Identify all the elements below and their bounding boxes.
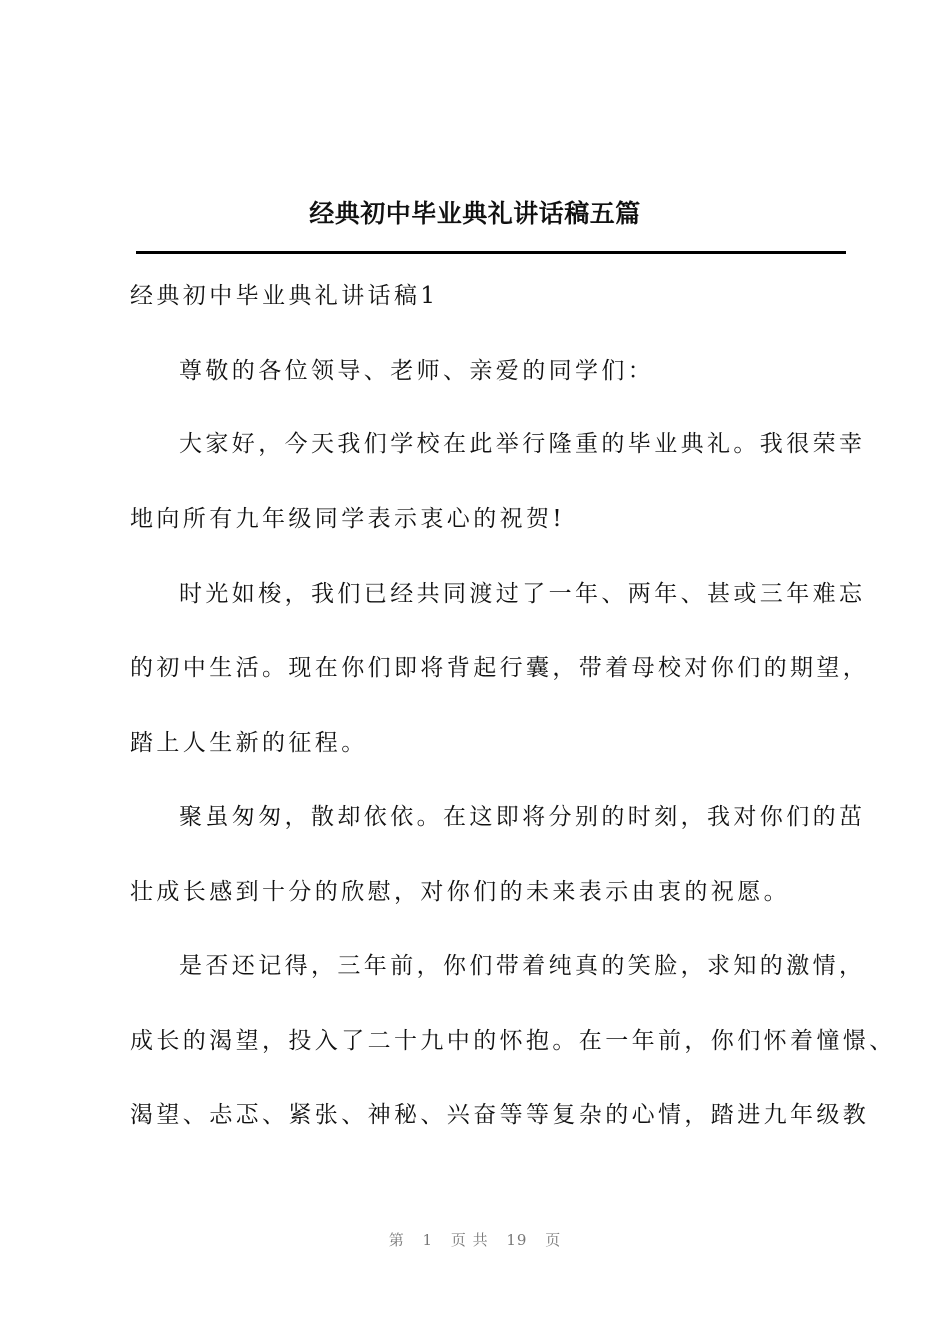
body-line: 壮成长感到十分的欣慰，对你们的未来表示由衷的祝愿。 <box>130 879 790 905</box>
document-title: 经典初中毕业典礼讲话稿五篇 <box>309 199 641 228</box>
footer-suffix: 页 <box>545 1231 562 1249</box>
footer-total-pages: 19 <box>506 1231 528 1249</box>
body-line: 踏上人生新的征程。 <box>130 730 368 756</box>
body-line: 渴望、忐忑、紧张、神秘、兴奋等等复杂的心情，踏进九年级教 <box>130 1102 870 1128</box>
page-footer <box>0 1229 950 1250</box>
body-line: 大家好，今天我们学校在此举行隆重的毕业典礼。我很荣幸 <box>179 431 866 457</box>
body-line: 地向所有九年级同学表示衷心的祝贺! <box>130 506 566 532</box>
title-divider <box>136 251 846 254</box>
footer-current-page: 1 <box>422 1231 434 1249</box>
footer-prefix: 第 <box>388 1231 405 1249</box>
section-heading: 经典初中毕业典礼讲话稿1 <box>130 283 439 309</box>
body-line: 尊敬的各位领导、老师、亲爱的同学们： <box>179 358 655 384</box>
body-line: 时光如梭，我们已经共同渡过了一年、两年、甚或三年难忘 <box>179 581 866 607</box>
body-line: 的初中生活。现在你们即将背起行囊，带着母校对你们的期望， <box>130 655 870 681</box>
body-line: 成长的渴望，投入了二十九中的怀抱。在一年前，你们怀着憧憬、 <box>130 1028 896 1054</box>
body-line: 是否还记得，三年前，你们带着纯真的笑脸，求知的激情， <box>179 953 866 979</box>
footer-middle: 页 共 <box>450 1231 489 1249</box>
body-line: 聚虽匆匆，散却依依。在这即将分别的时刻，我对你们的茁 <box>179 804 866 830</box>
